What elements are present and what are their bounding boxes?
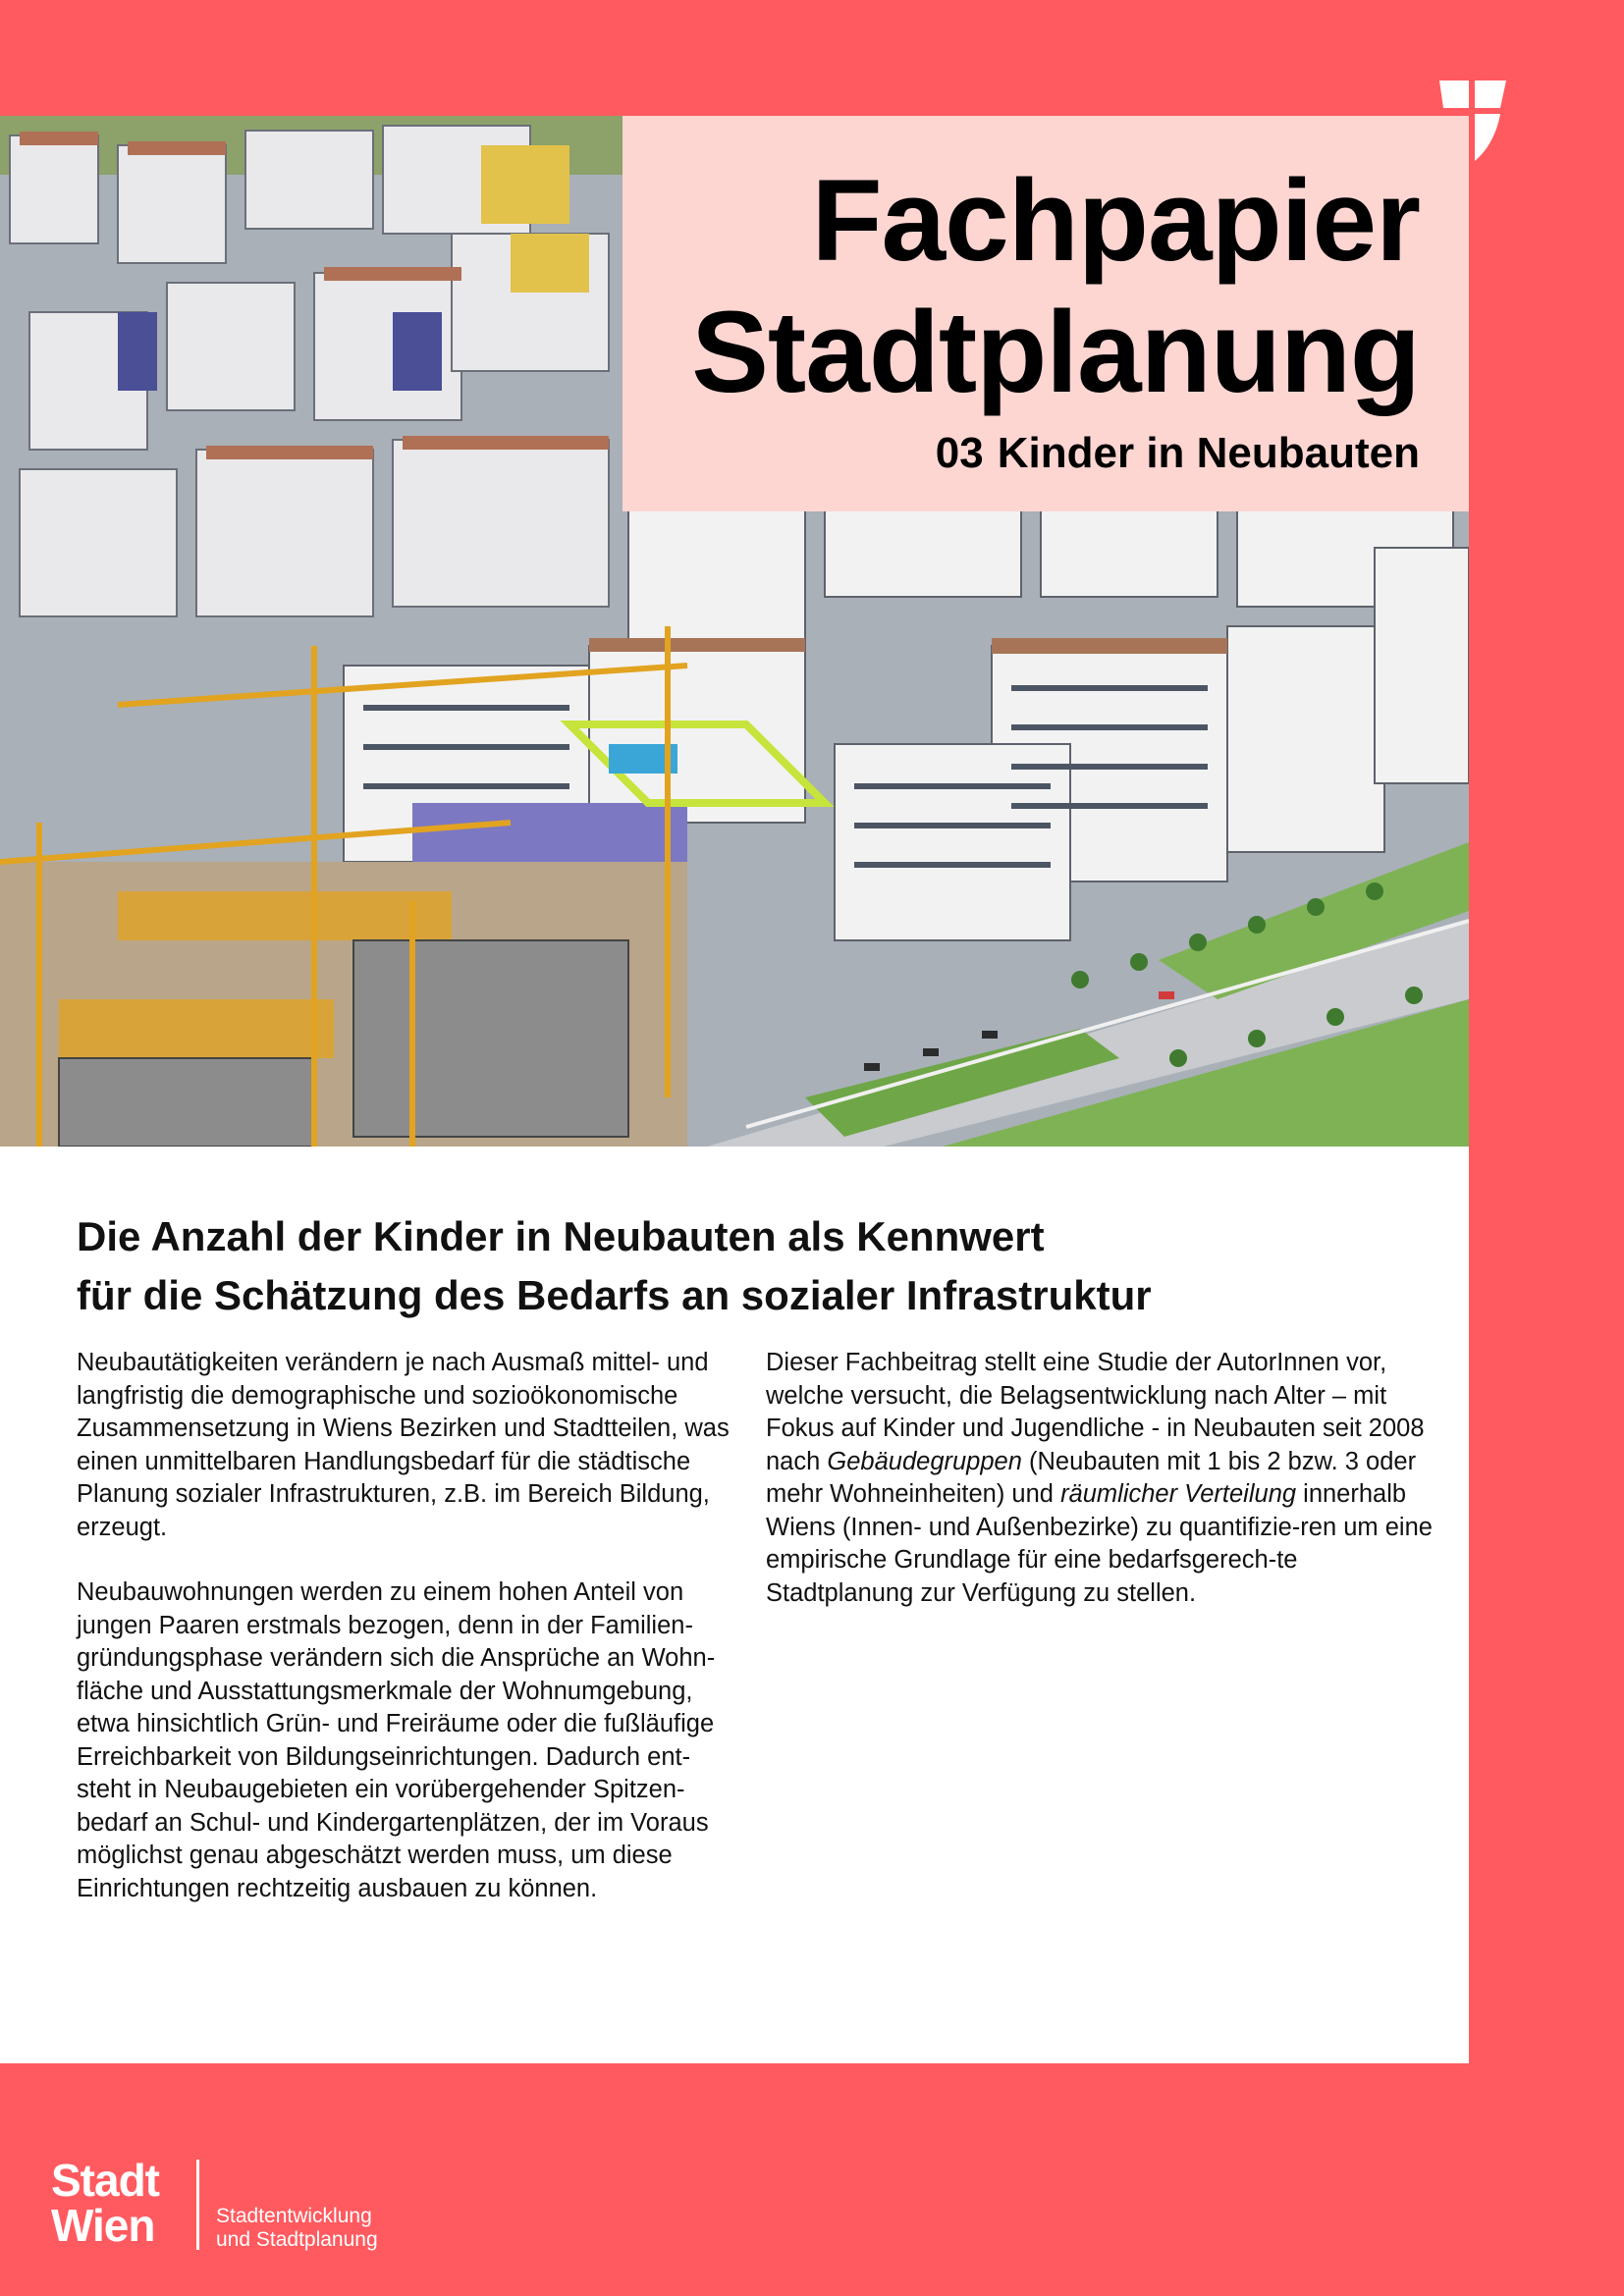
dept-line-1: Stadtentwicklung — [216, 2205, 372, 2227]
logo-wordmark — [51, 2155, 159, 2251]
text-run: innerhalb Wiens (Innen- und Außenbezirke) zu quantifizie-ren um eine empirische Grundlage für eine bedarfsgerech-te Stadtplanung zur Verfügung zu stellen. — [766, 1480, 1433, 1607]
dept-line-2: und Stadtplanung — [216, 2228, 378, 2251]
text-run: Dieser Fachbeitrag stellt eine Studie der AutorInnen vor, welche versucht, die Belagsentwicklung nach Alter – mit Fokus auf Kinder und Jugendliche - in Neubauten seit 2008 nach — [766, 1349, 1425, 1475]
logo-word-wien: Wien — [51, 2200, 155, 2251]
issue-number: 03 — [935, 429, 984, 477]
left-column — [77, 1347, 731, 1938]
logo-word-stadt: Stadt — [51, 2155, 159, 2206]
subtitle — [623, 426, 1420, 481]
paragraph: Neubautätigkeiten verändern je nach Ausmaß mittel- und langfristig die demographische und sozioökonomische Zusammensetzung in Wiens Bezirken und Stadtteilen, was einen unmittelbaren Handlungsbedarf für die städtische Planung sozialer Infrastrukturen, z.B. im Bereich Bildung, erzeugt. — [77, 1349, 730, 1541]
paragraph — [766, 1347, 1434, 1610]
text-run: (Neubauten mit 1 bis 2 bzw. 3 oder mehr Wohneinheiten) und — [766, 1447, 1417, 1508]
article-body — [0, 1147, 1469, 2063]
title-block — [623, 116, 1469, 511]
logo-divider — [196, 2160, 199, 2250]
issue-title: Kinder in Neubauten — [997, 429, 1420, 477]
emphasis-spatial-distribution: räumlicher Verteilung — [1060, 1480, 1297, 1508]
wien-logo-icon — [1435, 79, 1508, 161]
headline-line-2: für die Schätzung des Bedarfs an sozialer Infrastruktur — [77, 1272, 1152, 1318]
paragraph: Neubauwohnungen werden zu einem hohen Anteil von jungen Paaren erstmals bezogen, denn in der Familien-gründungsphase verändern sich die Ansprüche an Wohn-fläche und Ausstattungsmerkmale der Wohnumgebung, etwa hinsichtlich Grün- und Freiräume oder die fußläufige Erreichbarkeit von Bildungseinrichtungen. Dadurch ent-steht in Neubaugebieten ein vorübergehender Spitzen-bedarf an Schul- und Kindergartenplätzen, der im Voraus möglichst genau abgeschätzt werden muss, um diese Einrichtungen rechtzeitig ausbauen zu können. — [77, 1578, 716, 1902]
title-line-1: Fachpapier — [811, 156, 1420, 286]
article-headline — [77, 1207, 1432, 1325]
title-line-2: Stadtplanung — [691, 288, 1420, 417]
right-column — [766, 1347, 1434, 1642]
department-name — [216, 2205, 452, 2252]
headline-line-1: Die Anzahl der Kinder in Neubauten als Kennwert — [77, 1213, 1045, 1259]
emphasis-building-groups: Gebäudegruppen — [827, 1447, 1022, 1475]
